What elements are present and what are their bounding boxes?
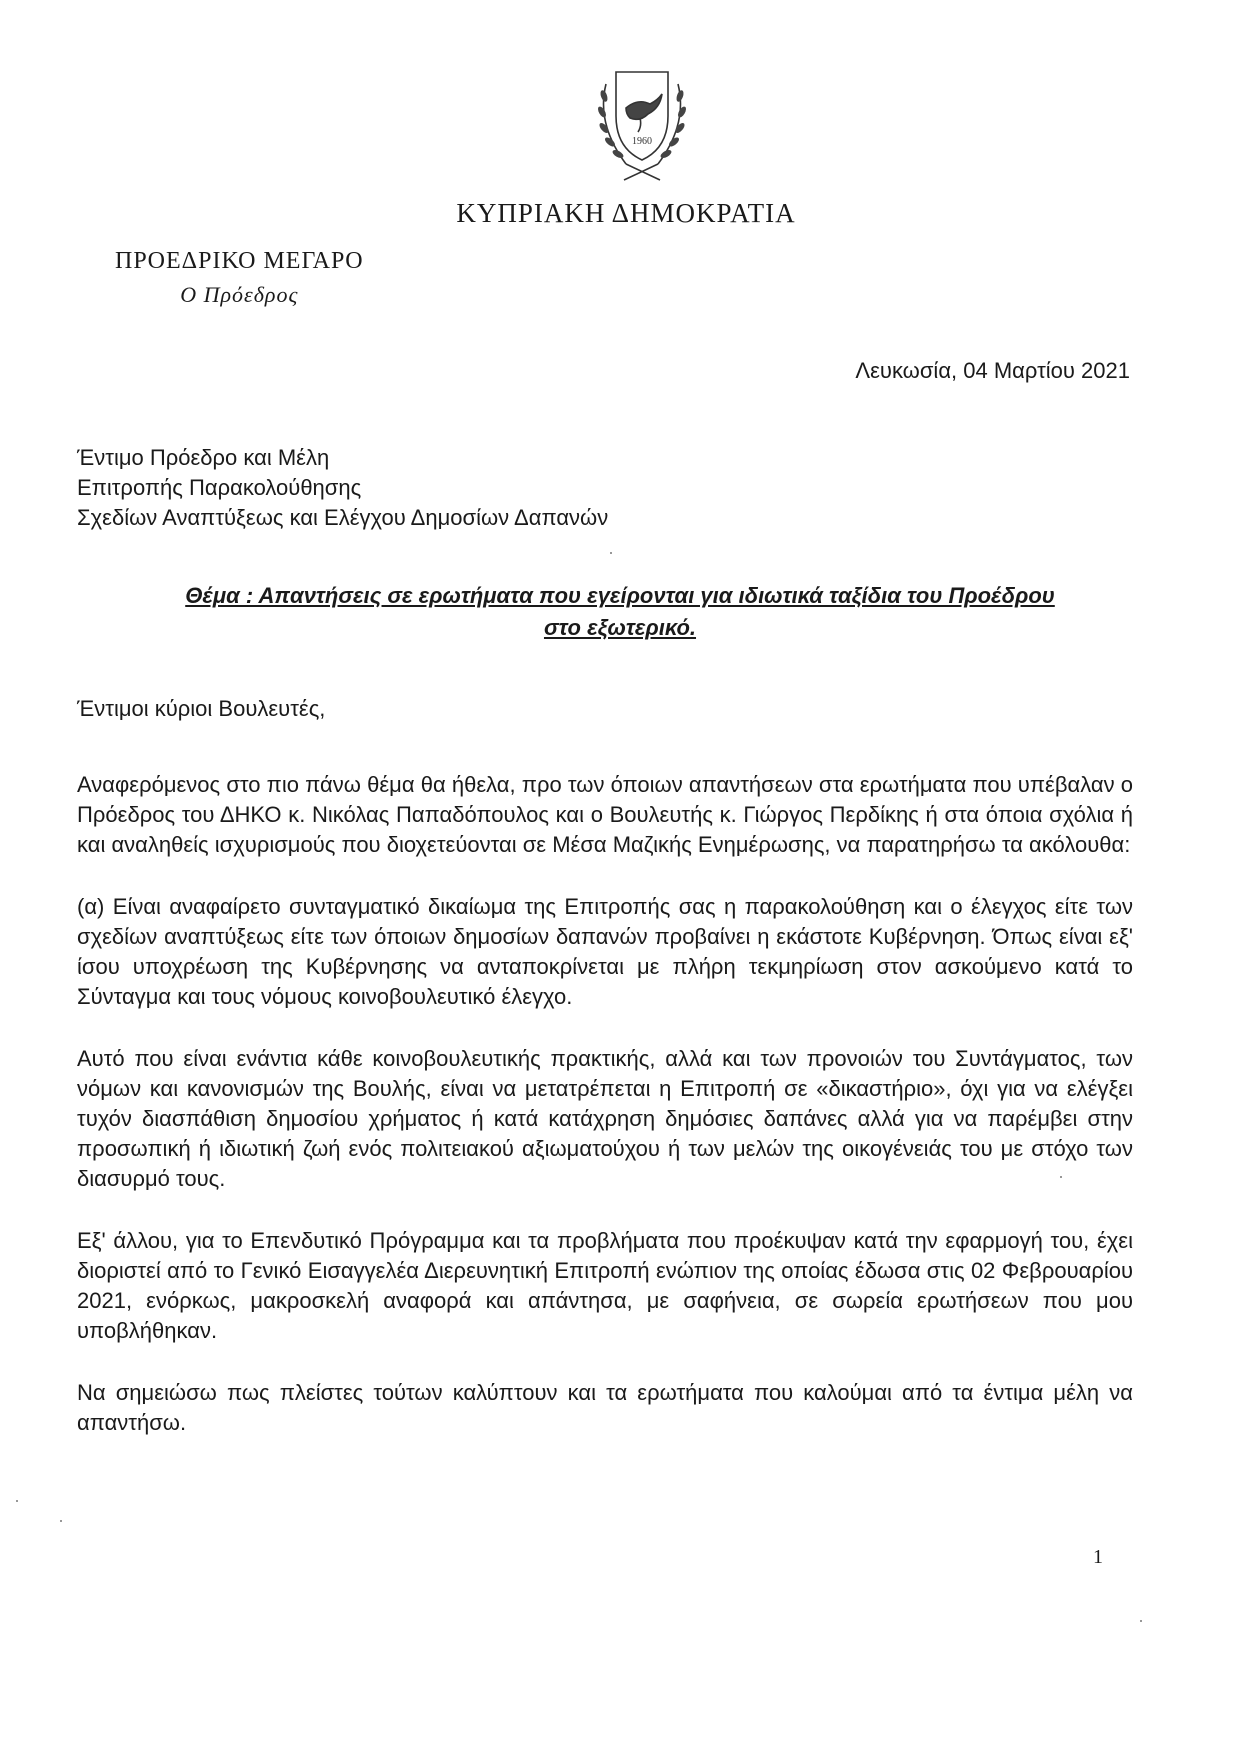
addressee-line: Επιτροπής Παρακολούθησης [77,475,362,500]
page-number: 1 [1093,1546,1103,1568]
emblem-year: 1960 [632,136,652,147]
scan-speck [1140,1620,1142,1622]
scan-speck [16,1500,18,1502]
cyprus-coat-of-arms-icon [582,64,702,184]
body-paragraph: Αυτό που είναι ενάντια κάθε κοινοβουλευτικής πρακτικής, αλλά και των προνοιών του Συντάγματος, των νόμων και κανονισμών της Βουλής, είναι να μετατρέπεται η Επιτροπή σε «δικαστήριο», όχι για να ελέγξει τυχόν διασπάθιση δημοσίου χρήματος ή κατά κατάχρηση δημόσιες δαπάνες αλλά για να παρέμβει στην προσωπική ή ιδιωτική ζωή ενός πολιτειακού αξιωματούχου ή των μελών της οικογένειάς του με στόχο των διασυρμό τους. [77,1046,1133,1191]
body-paragraph: (α) Είναι αναφαίρετο συνταγματικό δικαίωμα της Επιτροπής σας η παρακολούθηση και ο έλεγχος είτε των σχεδίων αναπτύξεως είτε των όποιων δημοσίων δαπανών προβαίνει η εκάστοτε Κυβέρνηση. Όπως είναι εξ' ίσου υποχρέωση της Κυβέρνησης να ανταποκρίνεται με πλήρη τεκμηρίωση στον ασκούμενο κατά το Σύνταγμα και τους νόμους κοινοβουλευτικό έλεγχο. [77,894,1133,1009]
republic-heading: ΚΥΠΡΙΑΚΗ ΔΗΜΟΚΡΑΤΙΑ [456,198,796,228]
letter-body [77,770,1133,1470]
salutation: Έντιμοι κύριοι Βουλευτές, [77,696,326,721]
presidential-palace-stamp [115,244,364,312]
addressee-line: Σχεδίων Αναπτύξεως και Ελέγχου Δημοσίων Δαπανών [77,505,609,530]
subject-line-1: Θέμα : Απαντήσεις σε ερωτήματα που εγείρονται για ιδιωτικά ταξίδια του Προέδρου [185,583,1055,608]
office-line-1: ΠΡΟΕΔΡΙΚΟ ΜΕΓΑΡΟ [115,248,364,274]
scan-speck [610,552,612,554]
scan-speck [1060,1176,1062,1178]
addressee-block [77,443,608,533]
letter-date: Λευκωσία, 04 Μαρτίου 2021 [855,358,1130,383]
scan-speck [60,1520,62,1522]
office-line-2: Ο Πρόεδρος [180,282,299,307]
addressee-line: Έντιμο Πρόεδρο και Μέλη [77,445,330,470]
subject-line-2: στο εξωτερικό. [543,615,697,640]
body-paragraph: Να σημειώσω πως πλείστες τούτων καλύπτουν και τα ερωτήματα που καλούμαι από τα έντιμα μέλη να απαντήσω. [77,1380,1133,1435]
subject-line [110,580,1130,644]
body-paragraph: Αναφερόμενος στο πιο πάνω θέμα θα ήθελα, προ των όποιων απαντήσεων στα ερωτήματα που υπέβαλαν ο Πρόεδρος του ΔΗΚΟ κ. Νικόλας Παπαδόπουλος και ο Βουλευτής κ. Γιώργος Περδίκης ή στα όποια σχόλια ή και αναληθείς ισχυρισμούς που διοχετεύονται σε Μέσα Μαζικής Ενημέρωσης, να παρατηρήσω τα ακόλουθα: [77,772,1133,857]
body-paragraph: Εξ' άλλου, για το Επενδυτικό Πρόγραμμα και τα προβλήματα που προέκυψαν κατά την εφαρμογή του, έχει διοριστεί από το Γενικό Εισαγγελέα Διερευνητική Επιτροπή ενώπιον της οποίας έδωσα στις 02 Φεβρουαρίου 2021, ενόρκως, μακροσκελή αναφορά και απάντησα, με σαφήνεια, σε σωρεία ερωτήσεων που μου υποβλήθηκαν. [77,1228,1133,1343]
